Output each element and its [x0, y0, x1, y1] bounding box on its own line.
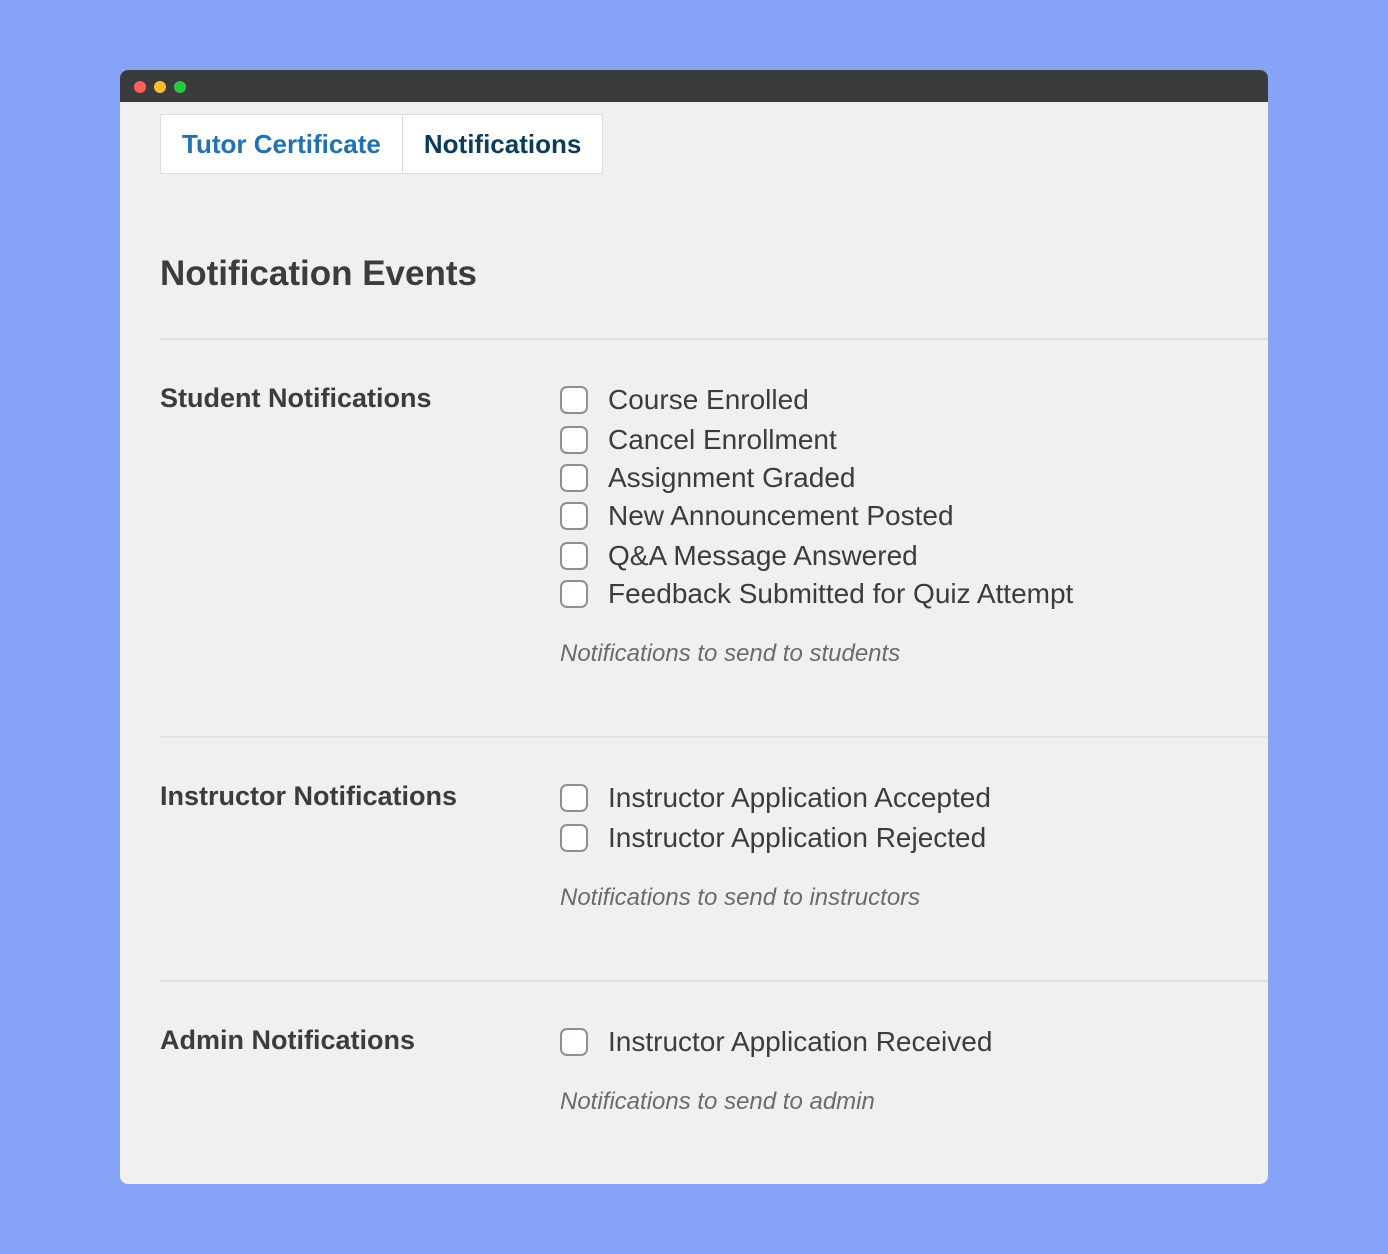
- checkbox[interactable]: [560, 784, 588, 812]
- section-divider: [160, 736, 1268, 738]
- option-label: Feedback Submitted for Quiz Attempt: [608, 578, 1074, 609]
- option-label: Cancel Enrollment: [608, 424, 837, 455]
- option-instructor-application-rejected[interactable]: [560, 821, 986, 855]
- checkbox[interactable]: [560, 580, 588, 608]
- settings-tabs: [160, 114, 603, 174]
- checkbox[interactable]: [560, 426, 588, 454]
- option-course-enrolled[interactable]: [560, 383, 809, 417]
- section-divider: [160, 980, 1268, 982]
- option-label: Q&A Message Answered: [608, 540, 918, 571]
- window-titlebar: [120, 70, 1268, 102]
- option-label: New Announcement Posted: [608, 500, 954, 531]
- checkbox[interactable]: [560, 1028, 588, 1056]
- checkbox[interactable]: [560, 824, 588, 852]
- minimize-window-button[interactable]: [154, 81, 166, 93]
- checkbox[interactable]: [560, 464, 588, 492]
- admin-notifications-label: Admin Notifications: [160, 1025, 415, 1055]
- option-instructor-application-accepted[interactable]: [560, 781, 991, 815]
- section-divider: [160, 338, 1268, 340]
- checkbox[interactable]: [560, 542, 588, 570]
- option-label: Instructor Application Rejected: [608, 822, 987, 853]
- option-label: Instructor Application Received: [608, 1026, 993, 1057]
- student-notifications-hint: Notifications to send to students: [560, 640, 901, 667]
- option-label: Instructor Application Accepted: [608, 782, 991, 813]
- option-instructor-application-received[interactable]: [560, 1025, 992, 1059]
- page-title: Notification Events: [160, 254, 477, 293]
- student-notifications-label: Student Notifications: [160, 383, 432, 413]
- option-assignment-graded[interactable]: [560, 461, 855, 495]
- close-window-button[interactable]: [134, 81, 146, 93]
- option-qa-message-answered[interactable]: [560, 539, 918, 573]
- maximize-window-button[interactable]: [174, 81, 186, 93]
- checkbox[interactable]: [560, 502, 588, 530]
- option-cancel-enrollment[interactable]: [560, 423, 837, 457]
- tab-notifications[interactable]: Notifications: [403, 114, 603, 174]
- admin-notifications-hint: Notifications to send to admin: [560, 1088, 875, 1115]
- instructor-notifications-label: Instructor Notifications: [160, 781, 458, 811]
- instructor-notifications-hint: Notifications to send to instructors: [560, 884, 921, 911]
- option-label: Course Enrolled: [608, 384, 809, 415]
- tab-tutor-certificate[interactable]: Tutor Certificate: [160, 114, 403, 174]
- checkbox[interactable]: [560, 386, 588, 414]
- option-new-announcement-posted[interactable]: [560, 499, 954, 533]
- option-label: Assignment Graded: [608, 462, 856, 493]
- option-feedback-submitted-quiz-attempt[interactable]: [560, 577, 1073, 611]
- app-window: [120, 70, 1268, 1184]
